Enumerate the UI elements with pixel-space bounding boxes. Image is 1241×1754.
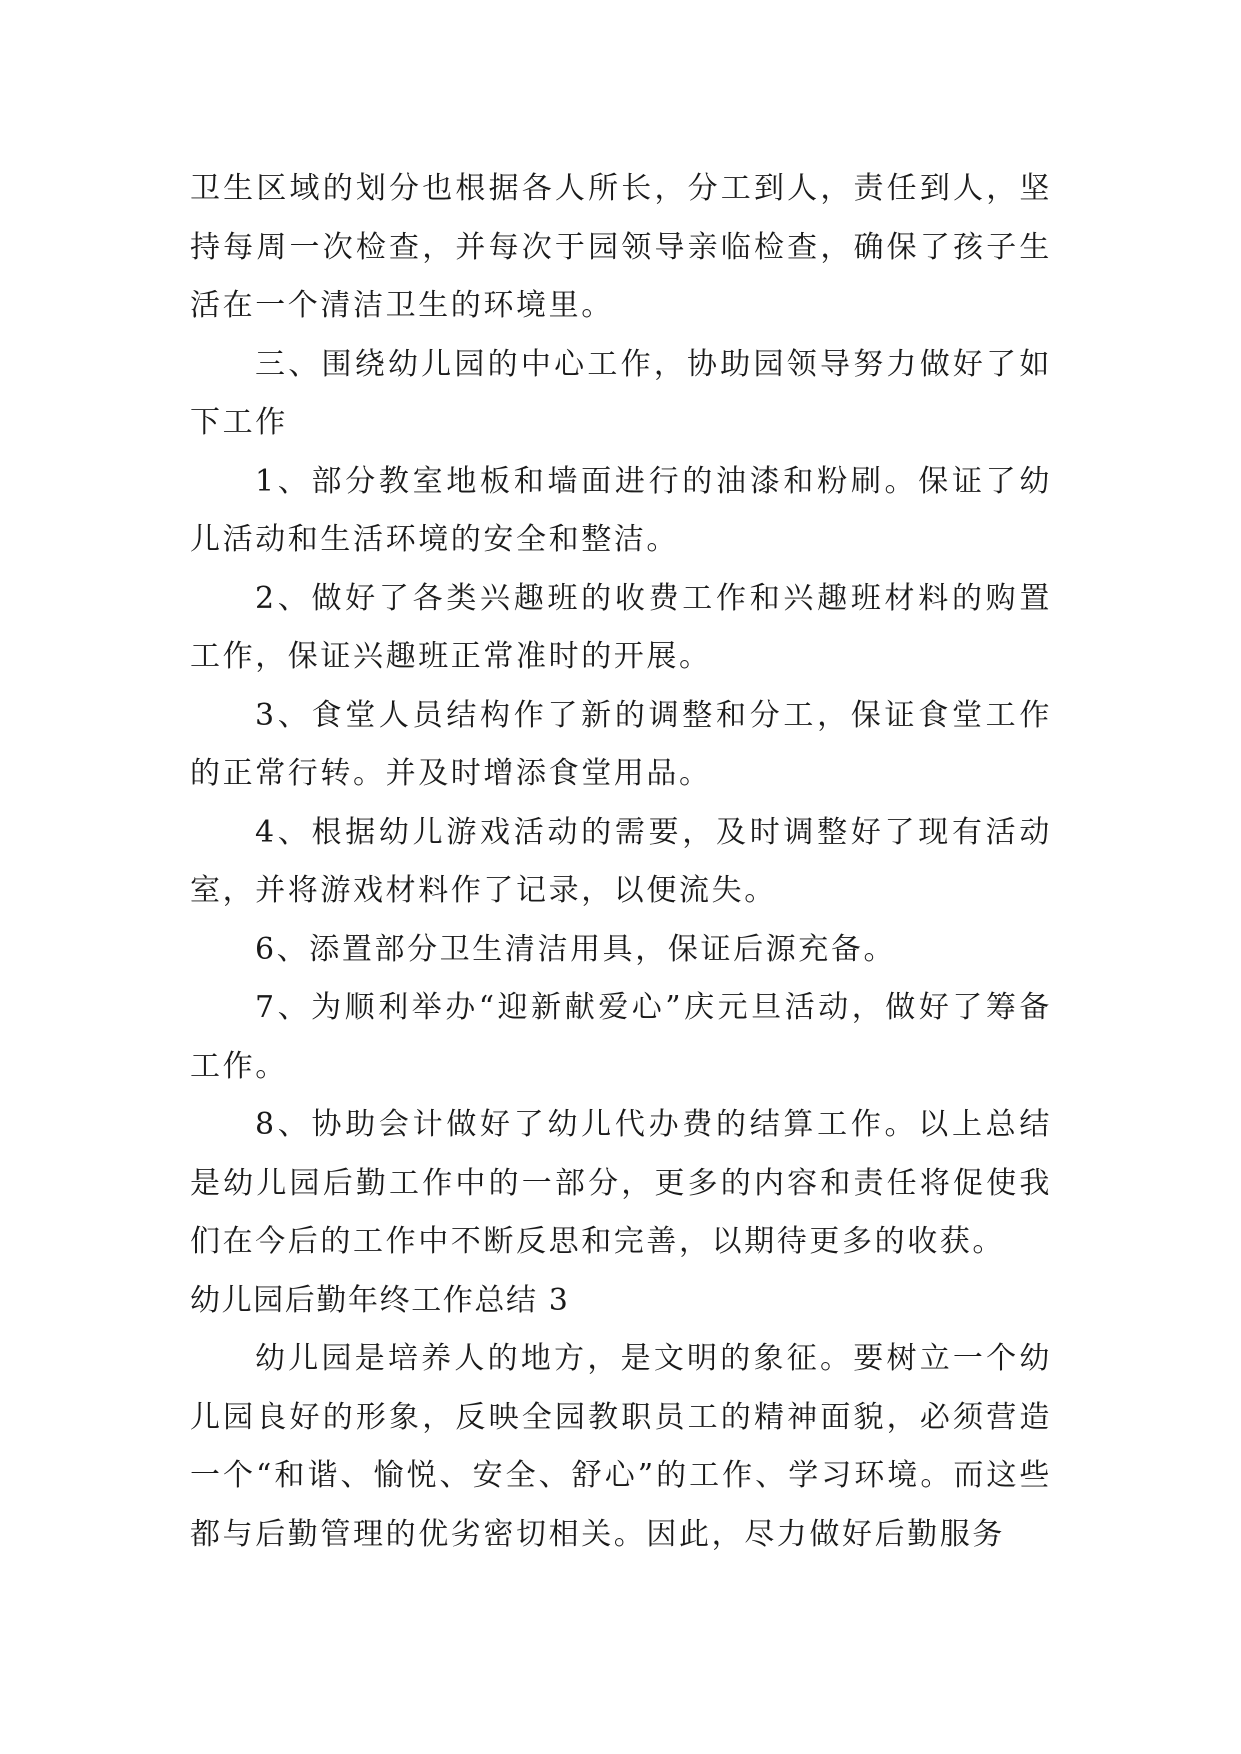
section-heading: 幼儿园后勤年终工作总结 3	[190, 1282, 570, 1318]
paragraph-item-2: 2、做好了各类兴趣班的收费工作和兴趣班材料的购置工作，保证兴趣班正常准时的开展。	[190, 580, 1052, 674]
paragraph-item-1: 1、部分教室地板和墙面进行的油漆和粉刷。保证了幼儿活动和生活环境的安全和整洁。	[190, 463, 1052, 557]
paragraph-item-8: 8、协助会计做好了幼儿代办费的结算工作。以上总结是幼儿园后勤工作中的一部分，更多的内容和责任将促使我们在今后的工作中不断反思和完善，以期待更多的收获。	[190, 1107, 1052, 1259]
paragraph-section-three: 三、围绕幼儿园的中心工作，协助园领导努力做好了如下工作	[190, 346, 1052, 440]
document-body	[190, 160, 1052, 1564]
paragraph-item-3: 3、食堂人员结构作了新的调整和分工，保证食堂工作的正常行转。并及时增添食堂用品。	[190, 697, 1052, 791]
paragraph-item-6: 6、添置部分卫生清洁用具，保证后源充备。	[255, 931, 897, 967]
paragraph-item-4: 4、根据幼儿游戏活动的需要，及时调整好了现有活动室，并将游戏材料作了记录，以便流失。	[190, 814, 1052, 908]
paragraph-summary-3-intro: 幼儿园是培养人的地方，是文明的象征。要树立一个幼儿园良好的形象，反映全园教职员工的精神面貌，必须营造一个“和谐、愉悦、安全、舒心”的工作、学习环境。而这些都与后勤管理的优劣密切相关。因此，尽力做好后勤服务	[190, 1341, 1052, 1552]
paragraph-item-7: 7、为顺利举办“迎新献爱心”庆元旦活动，做好了筹备工作。	[190, 990, 1052, 1084]
paragraph-hygiene-continuation: 卫生区域的划分也根据各人所长，分工到人，责任到人，坚持每周一次检查，并每次于园领导亲临检查，确保了孩子生活在一个清洁卫生的环境里。	[190, 171, 1052, 323]
